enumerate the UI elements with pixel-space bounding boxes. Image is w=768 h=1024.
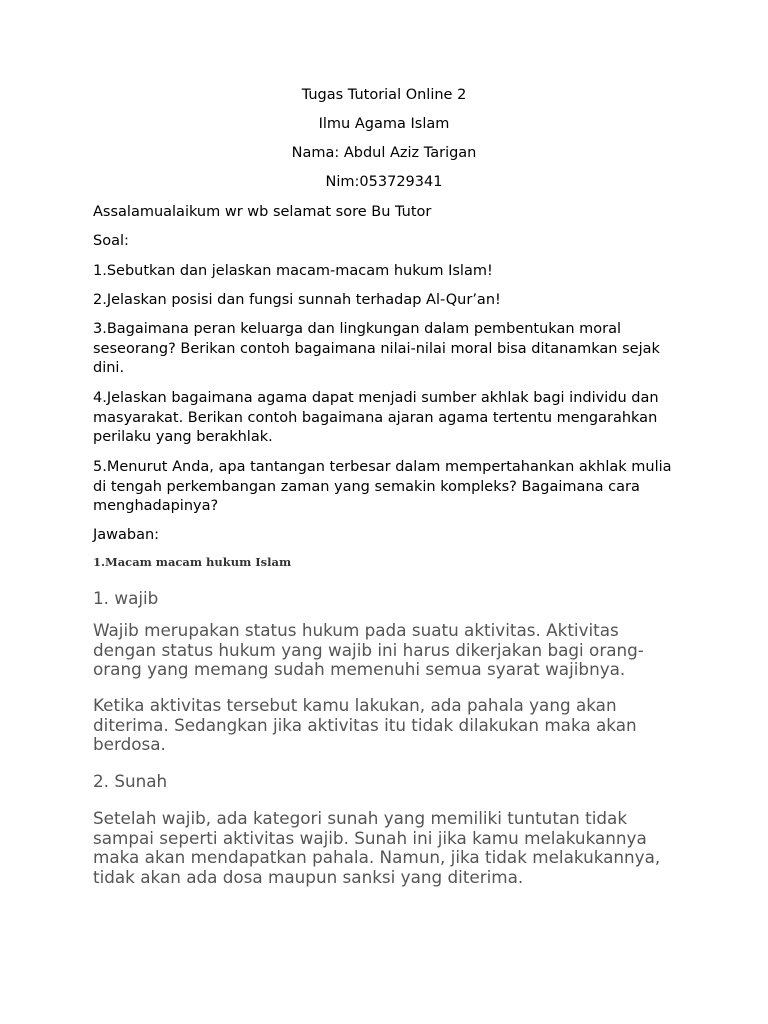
sunah-title: 2. Sunah	[93, 771, 168, 791]
wajib-title: 1. wajib	[93, 588, 159, 608]
question-3: 3.Bagaimana peran keluarga dan lingkungan dalam pembentukan moral seseorang? Berikan contoh bagaimana nilai-nilai moral bisa ditanamkan sejak dini.	[93, 321, 660, 376]
answer-heading: 1.Macam macam hukum Islam	[93, 555, 292, 569]
greeting: Assalamualaikum wr wb selamat sore Bu Tutor	[93, 204, 432, 220]
wajib-paragraph-2: Ketika aktivitas tersebut kamu lakukan, ada pahala yang akan diterima. Sedangkan jika aktivitas itu tidak dilakukan maka akan berdosa.	[93, 695, 637, 754]
jawaban-label: Jawaban:	[93, 527, 160, 543]
document-title: Tugas Tutorial Online 2	[301, 87, 467, 103]
student-nim: Nim:053729341	[325, 174, 443, 190]
question-5: 5.Menurut Anda, apa tantangan terbesar dalam mempertahankan akhlak mulia di tengah perkembangan zaman yang semakin kompleks? Bagaimana cara menghadapinya?	[93, 459, 672, 514]
question-2: 2.Jelaskan posisi dan fungsi sunnah terhadap Al-Qur’an!	[93, 292, 501, 308]
sunah-paragraph-1: Setelah wajib, ada kategori sunah yang memiliki tuntutan tidak sampai seperti aktivitas wajib. Sunah ini jika kamu melakukannya maka akan mendapatkan pahala. Namun, jika tidak melakukannya, tidak akan ada dosa maupun sanksi yang diterima.	[93, 808, 661, 887]
student-name: Nama: Abdul Aziz Tarigan	[291, 145, 477, 161]
wajib-paragraph-1: Wajib merupakan status hukum pada suatu aktivitas. Aktivitas dengan status hukum yang wajib ini harus dikerjakan bagi orang-orang yang memang sudah memenuhi semua syarat wajibnya.	[93, 620, 644, 679]
question-1: 1.Sebutkan dan jelaskan macam-macam hukum Islam!	[93, 263, 493, 279]
question-4: 4.Jelaskan bagaimana agama dapat menjadi sumber akhlak bagi individu dan masyarakat. Berikan contoh bagaimana ajaran agama tertentu mengarahkan perilaku yang berakhlak.	[93, 390, 659, 445]
document-subject: Ilmu Agama Islam	[318, 116, 450, 132]
soal-label: Soal:	[93, 233, 129, 249]
